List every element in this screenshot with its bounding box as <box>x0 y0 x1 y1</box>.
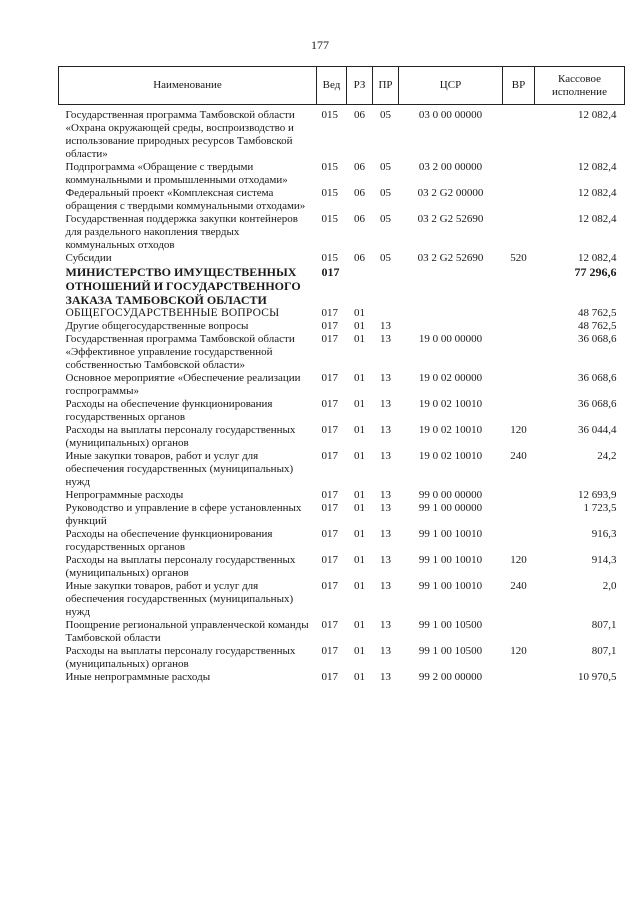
table-row <box>59 372 625 398</box>
cell-vr <box>503 187 535 213</box>
cell-csr <box>399 265 503 307</box>
cell-sum: 12 082,4 <box>578 109 617 121</box>
cell-rz: 01 <box>354 554 365 566</box>
header-sum: Кассовое исполнение <box>535 67 625 105</box>
cell-rz: 01 <box>354 502 365 514</box>
cell-csr: 19 0 02 10010 <box>418 398 483 410</box>
cell-pr: 13 <box>380 502 391 514</box>
cell-rz: 06 <box>354 109 365 121</box>
cell-csr <box>399 320 503 333</box>
cell-pr: 05 <box>380 161 391 173</box>
cell-name: Расходы на обеспечение функционирования государственных органов <box>65 398 273 423</box>
cell-pr: 13 <box>380 580 391 592</box>
cell-name: Государственная программа Тамбовской области «Эффективное управление государственной собственностью Тамбовской области» <box>65 333 295 371</box>
cell-name: МИНИСТЕРСТВО ИМУЩЕСТВЕННЫХ ОТНОШЕНИЙ И ГОСУДАРСТВЕННОГО ЗАКАЗА ТАМБОВСКОЙ ОБЛАСТИ <box>65 265 301 307</box>
cell-rz: 06 <box>354 187 365 199</box>
cell-sum: 1 723,5 <box>583 502 617 514</box>
cell-csr: 99 2 00 00000 <box>418 671 483 683</box>
table-row <box>59 450 625 489</box>
cell-ved: 017 <box>321 398 338 410</box>
table-row <box>59 161 625 187</box>
cell-csr: 19 0 02 00000 <box>418 372 483 384</box>
table-row <box>59 671 625 684</box>
cell-pr: 13 <box>380 398 391 410</box>
table-row <box>59 398 625 424</box>
cell-csr: 03 2 00 00000 <box>418 161 483 173</box>
cell-vr: 240 <box>510 580 527 592</box>
header-csr: ЦСР <box>399 67 503 105</box>
cell-csr: 99 1 00 00000 <box>418 502 483 514</box>
cell-name: Расходы на обеспечение функционирования государственных органов <box>65 528 273 553</box>
cell-pr <box>373 307 399 320</box>
cell-sum: 807,1 <box>591 645 617 657</box>
cell-csr: 99 1 00 10500 <box>418 619 483 631</box>
cell-vr <box>503 213 535 252</box>
cell-sum: 10 970,5 <box>578 671 617 683</box>
cell-csr: 99 1 00 10010 <box>418 528 483 540</box>
cell-rz: 01 <box>354 398 365 410</box>
cell-rz: 01 <box>354 333 365 345</box>
header-ved: Вед <box>317 67 347 105</box>
cell-csr: 99 1 00 10010 <box>418 554 483 566</box>
cell-vr: 120 <box>510 645 527 657</box>
cell-pr: 13 <box>380 372 391 384</box>
cell-rz <box>347 265 373 307</box>
cell-rz: 01 <box>354 671 365 683</box>
cell-ved: 017 <box>321 619 338 631</box>
cell-name: Расходы на выплаты персоналу государственных (муниципальных) органов <box>65 554 296 579</box>
cell-sum: 12 082,4 <box>578 161 617 173</box>
cell-vr: 520 <box>510 252 527 264</box>
page-number: 177 <box>311 38 329 52</box>
table-row <box>59 307 625 320</box>
cell-ved: 017 <box>321 580 338 592</box>
cell-vr <box>503 333 535 372</box>
cell-name: Подпрограмма «Обращение с твердыми коммунальными и промышленными отходами» <box>65 161 288 186</box>
cell-vr <box>503 307 535 320</box>
cell-vr <box>503 265 535 307</box>
cell-pr: 05 <box>380 252 391 264</box>
cell-sum: 12 082,4 <box>578 187 617 199</box>
cell-rz: 01 <box>354 528 365 540</box>
cell-rz: 01 <box>354 307 365 319</box>
cell-pr: 13 <box>380 554 391 566</box>
cell-ved: 015 <box>321 161 338 173</box>
cell-sum: 24,2 <box>597 450 617 462</box>
cell-rz: 01 <box>354 619 365 631</box>
cell-sum: 77 296,6 <box>574 265 617 279</box>
cell-csr: 03 2 G2 00000 <box>417 187 484 199</box>
cell-sum: 36 044,4 <box>578 424 617 436</box>
cell-name: Основное мероприятие «Обеспечение реализации госпрограммы» <box>65 372 301 397</box>
cell-pr: 13 <box>380 528 391 540</box>
cell-vr <box>503 528 535 554</box>
cell-vr <box>503 161 535 187</box>
table-row <box>59 187 625 213</box>
cell-ved: 015 <box>321 109 338 121</box>
cell-ved: 015 <box>321 187 338 199</box>
table-row <box>59 265 625 307</box>
cell-csr: 03 2 G2 52690 <box>417 252 484 264</box>
cell-csr <box>399 307 503 320</box>
cell-pr <box>373 265 399 307</box>
header-name: Наименование <box>59 67 317 105</box>
cell-csr: 99 1 00 10010 <box>418 580 483 592</box>
cell-pr: 13 <box>380 333 391 345</box>
cell-csr: 19 0 02 10010 <box>418 424 483 436</box>
cell-name: Расходы на выплаты персоналу государственных (муниципальных) органов <box>65 645 296 670</box>
cell-name: Поощрение региональной управленческой команды Тамбовской области <box>65 619 309 644</box>
cell-ved: 017 <box>321 554 338 566</box>
cell-ved: 015 <box>321 213 338 225</box>
cell-vr <box>503 619 535 645</box>
cell-csr: 03 2 G2 52690 <box>417 213 484 225</box>
cell-csr: 03 0 00 00000 <box>418 109 483 121</box>
cell-name: ОБЩЕГОСУДАРСТВЕННЫЕ ВОПРОСЫ <box>65 307 280 319</box>
cell-pr: 13 <box>380 320 391 332</box>
cell-vr <box>503 320 535 333</box>
cell-ved: 015 <box>321 252 338 264</box>
cell-ved: 017 <box>321 320 338 332</box>
cell-sum: 36 068,6 <box>578 398 617 410</box>
cell-sum: 48 762,5 <box>578 307 617 319</box>
cell-ved: 017 <box>321 372 338 384</box>
cell-csr: 19 0 02 10010 <box>418 450 483 462</box>
cell-csr: 99 0 00 00000 <box>418 489 483 501</box>
cell-sum: 916,3 <box>591 528 617 540</box>
cell-vr: 240 <box>510 450 527 462</box>
cell-rz: 06 <box>354 161 365 173</box>
table-row <box>59 105 625 162</box>
cell-ved: 017 <box>321 450 338 462</box>
cell-name: Государственная поддержка закупки контейнеров для раздельного накопления твердых коммунальных отходов <box>65 213 298 251</box>
cell-sum: 2,0 <box>602 580 617 592</box>
cell-pr: 05 <box>380 213 391 225</box>
budget-table <box>58 66 625 684</box>
cell-sum: 36 068,6 <box>578 333 617 345</box>
cell-ved: 017 <box>321 645 338 657</box>
cell-vr <box>503 502 535 528</box>
header-pr: ПР <box>373 67 399 105</box>
cell-sum: 914,3 <box>591 554 617 566</box>
cell-rz: 01 <box>354 450 365 462</box>
cell-csr: 19 0 00 00000 <box>418 333 483 345</box>
cell-vr <box>503 105 535 162</box>
cell-name: Федеральный проект «Комплексная система обращения с твердыми коммунальными отходами» <box>65 187 306 212</box>
table-row <box>59 645 625 671</box>
cell-pr: 13 <box>380 450 391 462</box>
table-row <box>59 252 625 265</box>
cell-rz: 06 <box>354 213 365 225</box>
cell-rz: 01 <box>354 424 365 436</box>
cell-name: Иные закупки товаров, работ и услуг для обеспечения государственных (муниципальных) нужд <box>65 450 294 488</box>
cell-csr: 99 1 00 10500 <box>418 645 483 657</box>
table-row <box>59 213 625 252</box>
cell-sum: 12 082,4 <box>578 213 617 225</box>
cell-pr: 13 <box>380 645 391 657</box>
cell-vr <box>503 489 535 502</box>
cell-ved: 017 <box>321 307 338 319</box>
cell-vr: 120 <box>510 554 527 566</box>
cell-rz: 06 <box>354 252 365 264</box>
cell-pr: 05 <box>380 187 391 199</box>
cell-name: Иные непрограммные расходы <box>65 671 211 683</box>
cell-sum: 12 082,4 <box>578 252 617 264</box>
cell-name: Другие общегосударственные вопросы <box>65 320 249 332</box>
cell-ved: 017 <box>321 265 340 279</box>
cell-name: Иные закупки товаров, работ и услуг для обеспечения государственных (муниципальных) нужд <box>65 580 294 618</box>
cell-sum: 36 068,6 <box>578 372 617 384</box>
table-row <box>59 333 625 372</box>
cell-pr: 05 <box>380 109 391 121</box>
table-row <box>59 619 625 645</box>
table-row <box>59 528 625 554</box>
cell-ved: 017 <box>321 333 338 345</box>
cell-ved: 017 <box>321 424 338 436</box>
cell-sum: 807,1 <box>591 619 617 631</box>
table-row <box>59 489 625 502</box>
table-row <box>59 502 625 528</box>
cell-vr <box>503 372 535 398</box>
cell-pr: 13 <box>380 489 391 501</box>
table-row <box>59 320 625 333</box>
cell-rz: 01 <box>354 580 365 592</box>
table-row <box>59 580 625 619</box>
cell-name: Руководство и управление в сфере установленных функций <box>65 502 302 527</box>
cell-ved: 017 <box>321 671 338 683</box>
cell-vr: 120 <box>510 424 527 436</box>
cell-ved: 017 <box>321 489 338 501</box>
cell-name: Субсидии <box>65 252 112 264</box>
table-header-row <box>59 67 625 105</box>
table-row <box>59 424 625 450</box>
header-rz: РЗ <box>347 67 373 105</box>
cell-sum: 12 693,9 <box>578 489 617 501</box>
cell-ved: 017 <box>321 502 338 514</box>
cell-rz: 01 <box>354 372 365 384</box>
cell-pr: 13 <box>380 619 391 631</box>
header-vr: ВР <box>503 67 535 105</box>
cell-ved: 017 <box>321 528 338 540</box>
cell-pr: 13 <box>380 424 391 436</box>
cell-sum: 48 762,5 <box>578 320 617 332</box>
cell-name: Государственная программа Тамбовской области «Охрана окружающей среды, воспроизводство и использование природных ресурсов Тамбовской области» <box>65 109 295 160</box>
cell-pr: 13 <box>380 671 391 683</box>
cell-rz: 01 <box>354 645 365 657</box>
cell-name: Расходы на выплаты персоналу государственных (муниципальных) органов <box>65 424 296 449</box>
cell-name: Непрограммные расходы <box>65 489 184 501</box>
cell-rz: 01 <box>354 320 365 332</box>
cell-rz: 01 <box>354 489 365 501</box>
table-row <box>59 554 625 580</box>
cell-vr <box>503 671 535 684</box>
cell-vr <box>503 398 535 424</box>
